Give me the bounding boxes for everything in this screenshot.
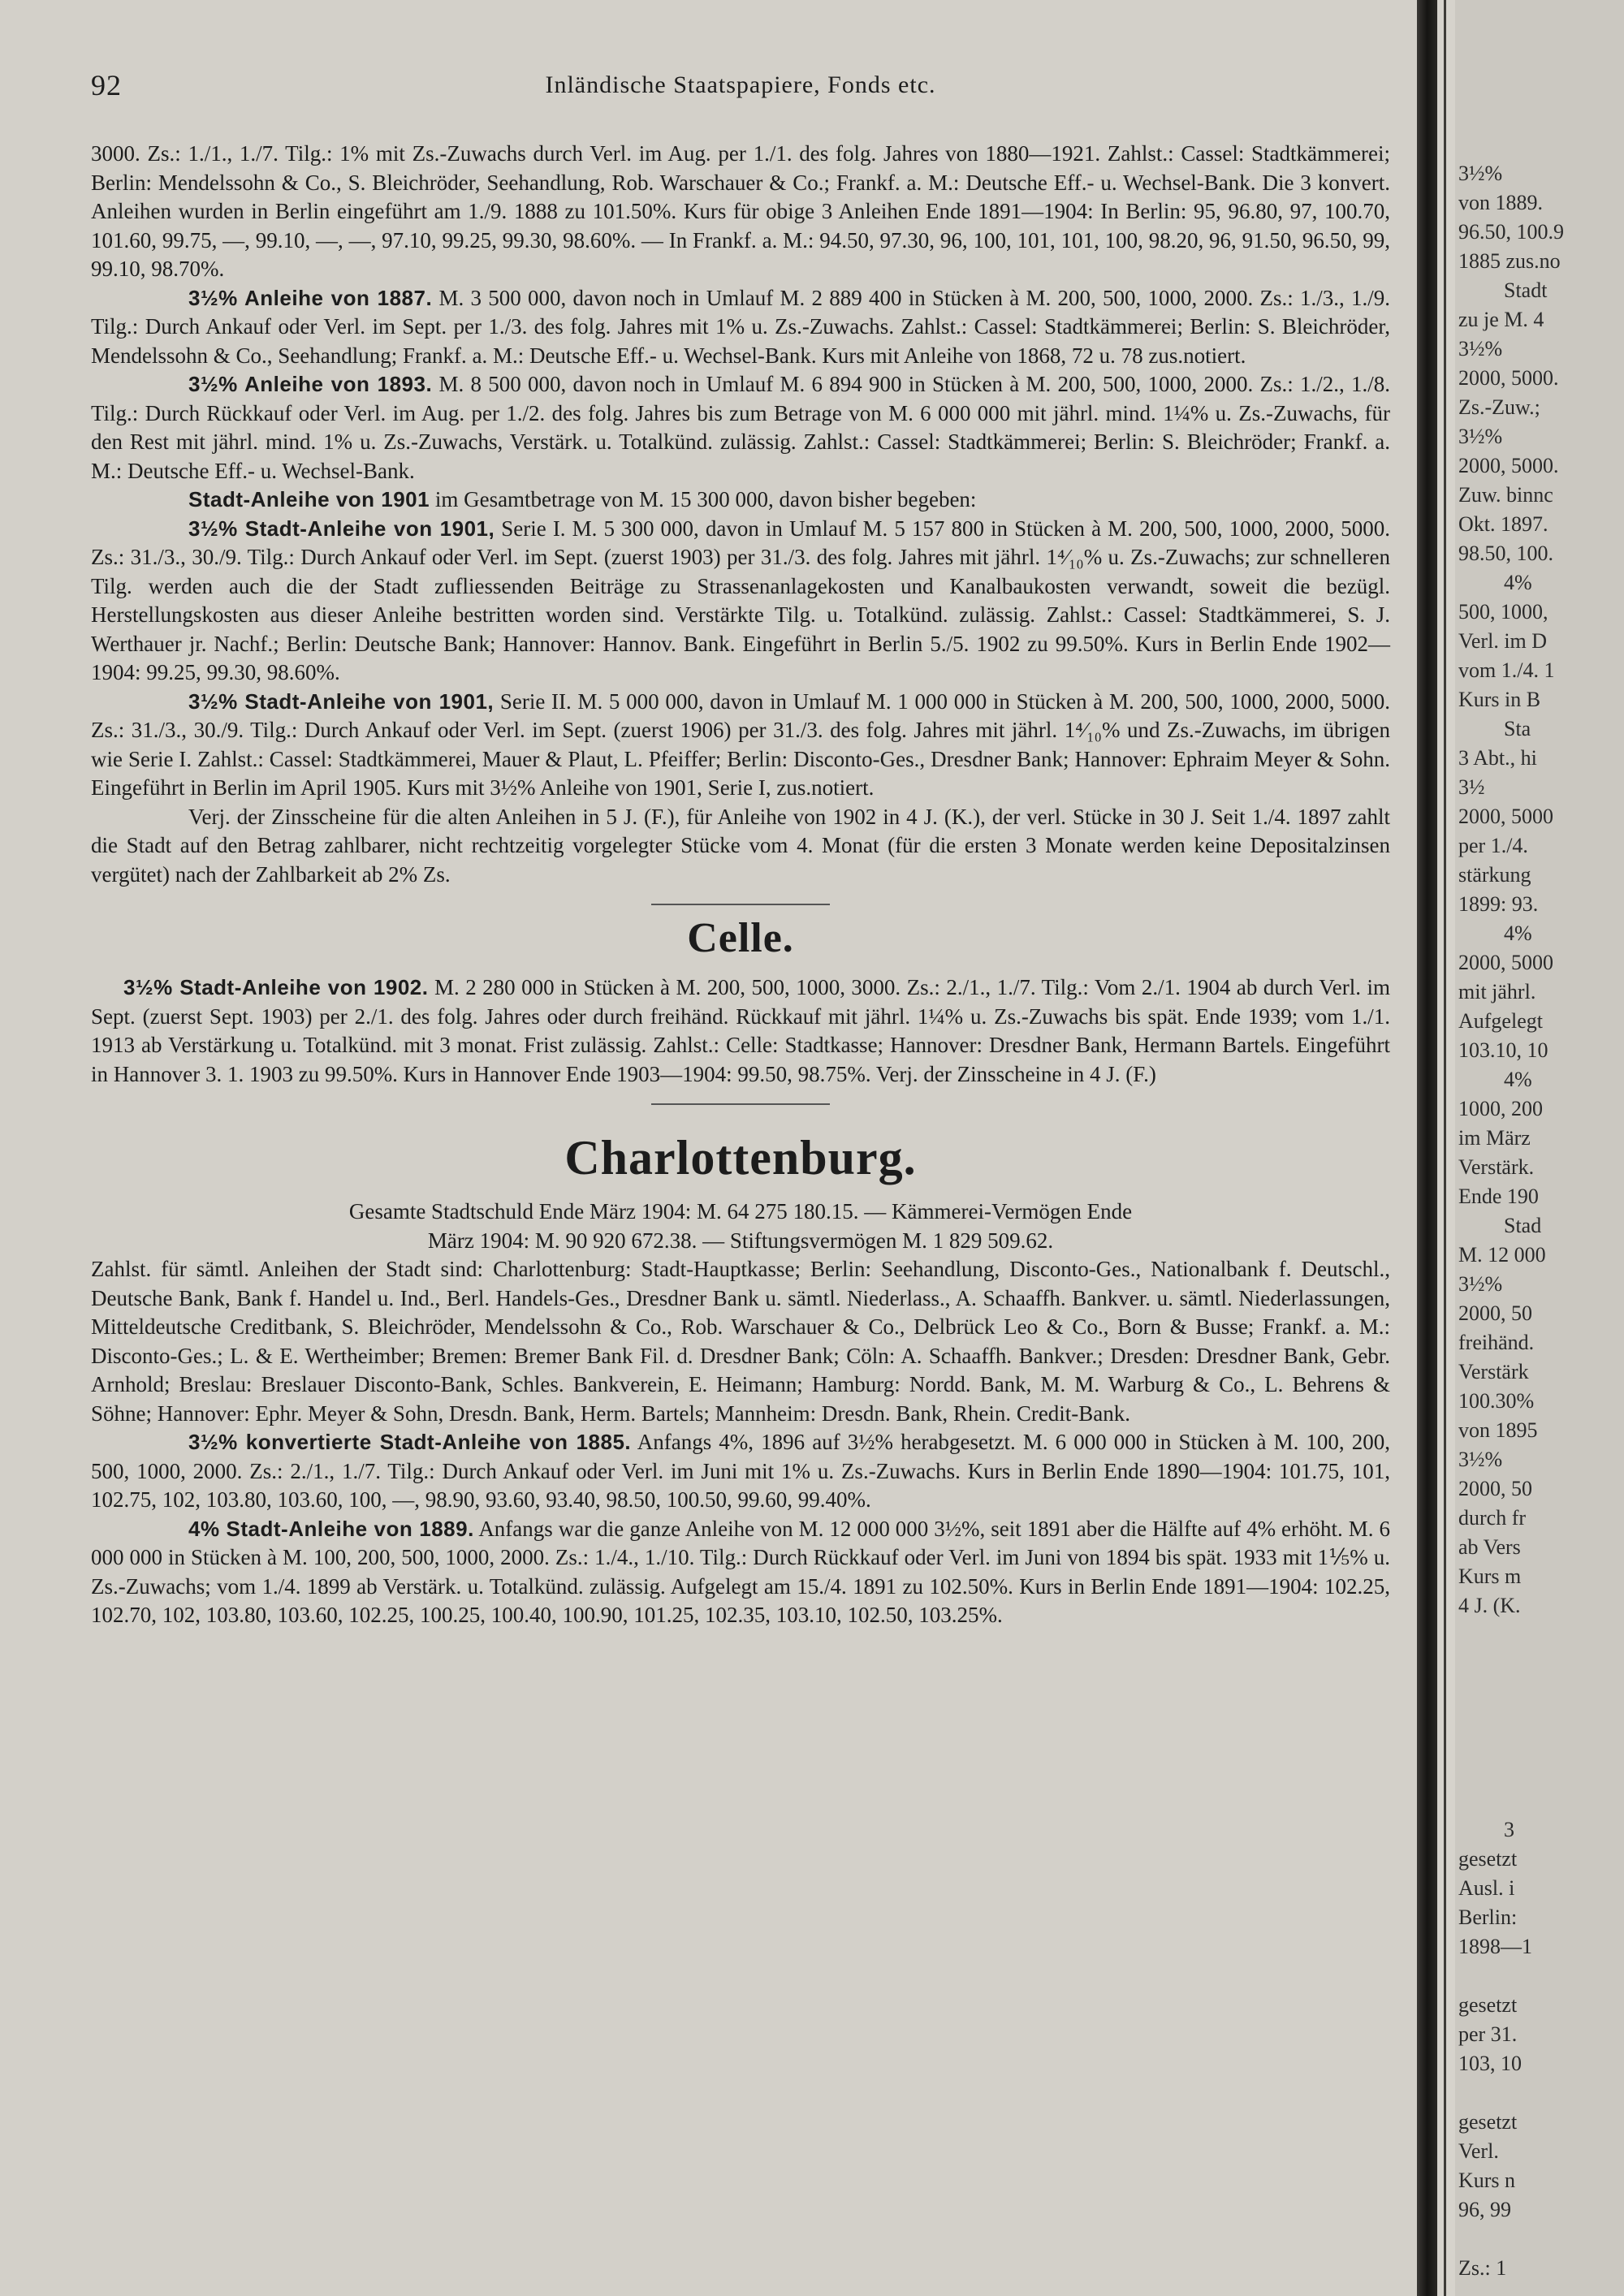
loan-heading: 3½% Stadt-Anleihe von 1902. xyxy=(123,975,429,999)
next-page-fragment: freihänd. xyxy=(1458,1331,1535,1354)
next-page-fragment: Verl. xyxy=(1458,2139,1499,2163)
loan-text: im Gesamtbetrage von M. 15 300 000, davon bisher begeben: xyxy=(434,487,977,511)
next-page-fragment: 3 xyxy=(1504,1818,1514,1841)
loan-text: Serie II. M. 5 000 000, davon in Umlauf M. 1 000 000 in Stücken à M. 200, 500, 1000, 2000, 5000. Zs.: 31./3., 30./9. Tilg.: Durch Ankauf oder Verl. im Sept. (zuerst 1906) per 31./3. des folg. Jahres mit jährl. 1⁴⁄₁₀% und Zs.-Zuwachs, im übrigen wie Serie I. Zahlst.: Cassel: Stadtkämmerei, Mauer & Plaut, L. Pfeiffer; Berlin: Disconto-Ges., Dresdner Bank; Hannover: Ephraim Meyer & Sohn. Eingeführt in Berlin im April 1905. Kurs mit 3½% Anleihe von 1901, Serie I, zus.notiert. xyxy=(91,688,1390,800)
next-page-edge xyxy=(1455,0,1624,2296)
next-page-fragment: 3½% xyxy=(1458,1448,1503,1471)
charlottenburg-loan-1889 xyxy=(91,1515,1390,1630)
next-page-fragment: 3½ xyxy=(1458,775,1485,799)
next-page-fragment: 2000, 5000. xyxy=(1458,366,1559,390)
next-page-fragment: Verstärk. xyxy=(1458,1155,1535,1179)
next-page-fragment: 2000, 50 xyxy=(1458,1477,1532,1500)
loan-text: M. 8 500 000, davon noch in Umlauf M. 6 894 900 in Stücken à M. 200, 500, 1000, 2000. Zs.: 1./2., 1./8. Tilg.: Durch Rückkauf oder Verl. im Aug. per 1./2. des folg. Jahres bis zum Betrage von M. 6 000 000 mit jährl. mind. 1¼% u. Zs.-Zuwachs, für den Rest mit jährl. mind. 1% u. Zs.-Zuwachs, Verstärk. u. Totalkünd. zulässig. Zahlst.: Cassel: Stadtkämmerei; Berlin: S. Bleichröder; Frankf. a. M.: Deutsche Eff.- u. Wechsel-Bank. xyxy=(91,372,1391,483)
loan-heading: 3½% Stadt-Anleihe von 1901, xyxy=(188,516,495,541)
next-page-fragment: Zuw. binnc xyxy=(1458,483,1553,507)
next-page-fragment: 4% xyxy=(1504,921,1532,945)
next-page-fragment: 100.30% xyxy=(1458,1389,1535,1413)
loan-heading: 4% Stadt-Anleihe von 1889. xyxy=(188,1516,474,1541)
next-page-fragment: Kurs in B xyxy=(1458,688,1541,711)
next-page-fragment: Zs.: 1 xyxy=(1458,2256,1507,2280)
loan-text: Anfangs 4%, 1896 auf 3½% herabgesetzt. M. 6 000 000 in Stücken à M. 100, 200, 500, 1000, 2000. Zs.: 2./1., 1./7. Tilg.: Durch Ankauf oder Verl. im Juni mit 1% u. Zs.-Zuwachs. Kurs in Berlin Ende 1890—1904: 101.75, 101, 102.75, 102, 103.80, 103.60, 100, —, 98.90, 93.60, 93.40, 98.50, 100.50, 99.60, 99.40%. xyxy=(91,1430,1390,1512)
charlottenburg-summary-line-1: Gesamte Stadtschuld Ende März 1904: M. 64 275 180.15. — Kämmerei-Vermögen Ende xyxy=(348,1199,1133,1224)
gutter-edge xyxy=(1444,0,1446,2296)
next-page-fragment: 2000, 5000. xyxy=(1458,454,1559,477)
next-page-fragment: 4% xyxy=(1504,1068,1532,1091)
next-page-fragment: zu je M. 4 xyxy=(1458,308,1544,331)
next-page-fragment: 4% xyxy=(1504,571,1532,594)
next-page-fragment: 98.50, 100. xyxy=(1458,542,1553,565)
charlottenburg-summary-line-2: März 1904: M. 90 920 672.38. — Stiftungsvermögen M. 1 829 509.62. xyxy=(427,1228,1054,1253)
section-title-celle: Celle. xyxy=(687,915,794,961)
loan-text: M. 2 280 000 in Stücken à M. 200, 500, 1000, 3000. Zs.: 2./1., 1./7. Tilg.: Vom 2./1. 1904 ab durch Verl. im Sept. (zuerst Sept. 1903) per 2./1. des folg. Jahres oder durch freihänd. Rückkauf mit jährl. 1¼% u. Zs.-Zuwachs bis spät. Ende 1939; vom 1./1. 1913 ab Verstärkung u. Totalkünd. mit 3 monat. Frist zulässig. Zahlst.: Celle: Stadtkasse; Hannover: Dresdner Bank, Hermann Bartels. Eingeführt in Hannover 3. 1. 1903 zu 99.50%. Kurs in Hannover Ende 1903—1904: 99.50, 98.75%. Verj. der Zinsscheine in 4 J. (F.) xyxy=(91,975,1390,1086)
page-number: 92 xyxy=(91,69,122,101)
cassel-paragraph-1: 3000. Zs.: 1./1., 1./7. Tilg.: 1% mit Zs.-Zuwachs durch Verl. im Aug. per 1./1. des folg. Jahres von 1880—1921. Zahlst.: Cassel: Stadtkämmerei; Berlin: Mendelssohn & Co., S. Bleichröder, Seehandlung, Rob. Warschauer & Co.; Frankf. a. M.: Deutsche Eff.- u. Wechsel-Bank. Die 3 konvert. Anleihen wurden in Berlin eingeführt am 1./9. 1888 zu 101.50%. Kurs für obige 3 Anleihen Ende 1891—1904: In Berlin: 95, 96.80, 97, 100.70, 101.60, 99.75, —, 99.10, —, —, 97.10, 99.25, 99.30, 98.60%. — In Frankf. a. M.: 94.50, 97.30, 96, 100, 101, 101, 100, 98.20, 96, 91.50, 96.50, 99, 99.10, 98.70%. xyxy=(91,141,1390,281)
next-page-fragment: Stadt xyxy=(1504,278,1548,302)
charlottenburg-loan-1885 xyxy=(91,1428,1390,1515)
next-page-fragment: 3½% xyxy=(1458,162,1503,185)
next-page-fragment: 96.50, 100.9 xyxy=(1458,220,1564,244)
next-page-fragment: 3½% xyxy=(1458,425,1503,448)
next-page-fragment: 3 Abt., hi xyxy=(1458,746,1537,770)
cassel-loan-1901-serie-2 xyxy=(91,688,1390,803)
next-page-fragment: 3½% xyxy=(1458,1272,1503,1296)
next-page-fragment: durch fr xyxy=(1458,1506,1527,1530)
next-page-fragment: 2000, 5000 xyxy=(1458,805,1553,828)
next-page-fragment: Okt. 1897. xyxy=(1458,512,1548,536)
next-page-fragment: gesetzt xyxy=(1458,1847,1518,1871)
cassel-verjaehrung: Verj. der Zinsscheine für die alten Anleihen in 5 J. (F.), für Anleihe von 1902 in 4 J. (K.), der verl. Stücke in 30 J. Seit 1./4. 1897 zahlt die Stadt auf den Betrag zahlbarer, nicht rechtzeitig vorgelegter Stücke vom 4. Monat (für die ersten 3 Monate werden keine Depositalzinsen vergütet) nach der Zahlbarkeit ab 2% Zs. xyxy=(91,804,1390,887)
section-title-charlottenburg: Charlottenburg. xyxy=(564,1131,917,1185)
loan-heading: Stadt-Anleihe von 1901 xyxy=(188,487,430,511)
next-page-fragment: Ausl. i xyxy=(1458,1876,1515,1900)
next-page-fragment: 500, 1000, xyxy=(1458,600,1548,624)
next-page-fragment: 96, 99 xyxy=(1458,2198,1511,2221)
loan-text: Anfangs war die ganze Anleihe von M. 12 000 000 3½%, seit 1891 aber die Hälfte auf 4% erhöht. M. 6 000 000 in Stücken à M. 100, 200, 500, 1000, 2000. Zs.: 1./4., 1./10. Tilg.: Durch Rückkauf oder Verl. im Juni von 1894 bis spät. 1933 mit 1⅕% u. Zs.-Zuwachs; vom 1./4. 1899 ab Verstärk. u. Totalkünd. zulässig. Aufgelegt am 15./4. 1891 zu 102.50%. Kurs in Berlin Ende 1891—1904: 102.25, 102.70, 102, 103.80, 103.60, 102.25, 100.25, 100.40, 100.90, 101.25, 102.35, 103.10, 102.50, 103.25%. xyxy=(91,1516,1390,1627)
next-page-fragment: Verl. im D xyxy=(1458,629,1548,653)
next-page-fragment: Kurs m xyxy=(1458,1564,1522,1588)
loan-heading: 3½% Stadt-Anleihe von 1901, xyxy=(188,688,495,714)
next-page-fragment: 103, 10 xyxy=(1458,2052,1522,2075)
next-page-fragment: Verstärk xyxy=(1458,1360,1529,1383)
celle-loan-1902 xyxy=(91,973,1390,1089)
next-page-fragment: M. 12 000 xyxy=(1458,1243,1546,1267)
next-page-fragment: 1885 zus.no xyxy=(1458,249,1561,273)
running-title: Inländische Staatspapiere, Fonds etc. xyxy=(545,71,936,98)
next-page-fragment: Berlin: xyxy=(1458,1905,1518,1929)
next-page-fragment: Zs.-Zuw.; xyxy=(1458,395,1540,419)
next-page-fragment: 1899: 93. xyxy=(1458,892,1539,916)
next-page-fragment: 4 J. (K. xyxy=(1458,1594,1521,1617)
next-page-fragment: per 31. xyxy=(1458,2022,1518,2046)
cassel-loan-1901 xyxy=(91,486,1390,515)
cassel-loan-1887 xyxy=(91,284,1390,371)
next-page-fragment: 3½% xyxy=(1458,337,1503,360)
next-page-fragment: 2000, 5000 xyxy=(1458,951,1553,974)
loan-heading: 3½% Anleihe von 1887. xyxy=(188,285,433,310)
next-page-fragment: Sta xyxy=(1504,717,1531,740)
next-page-fragment: ab Vers xyxy=(1458,1535,1521,1559)
book-gutter xyxy=(1417,0,1437,2296)
next-page-fragment: Aufgelegt xyxy=(1458,1009,1543,1033)
section-divider xyxy=(651,1103,830,1105)
cassel-loan-1893 xyxy=(91,370,1390,486)
text-column xyxy=(91,140,1390,1630)
next-page-fragment: 103.10, 10 xyxy=(1458,1038,1548,1062)
next-page-fragment: Stad xyxy=(1504,1214,1542,1237)
next-page-fragment: per 1./4. xyxy=(1458,834,1528,857)
next-page-fragment: gesetzt xyxy=(1458,2110,1518,2134)
next-page-fragment: Kurs n xyxy=(1458,2169,1516,2192)
cassel-loan-1901-serie-1 xyxy=(91,515,1390,688)
section-divider xyxy=(651,904,830,905)
page-header xyxy=(91,68,1390,114)
next-page-fragment: von 1895 xyxy=(1458,1418,1538,1442)
next-page-fragment: vom 1./4. 1 xyxy=(1458,658,1555,682)
loan-heading: 3½% Anleihe von 1893. xyxy=(188,372,433,396)
loan-text: M. 3 500 000, davon noch in Umlauf M. 2 889 400 in Stücken à M. 200, 500, 1000, 2000. Zs.: 1./3., 1./9. Tilg.: Durch Ankauf oder Verl. im Sept. per 1./3. des folg. Jahres mit 1% u. Zs.-Zuwachs. Zahlst.: Cassel: Stadtkämmerei; Berlin: S. Bleichröder, Mendelssohn & Co., Seehandlung; Frankf. a. M.: Deutsche Eff.- u. Wechsel-Bank. Kurs mit Anleihe von 1868, 72 u. 78 zus.notiert. xyxy=(91,285,1391,368)
next-page-fragment: stärkung xyxy=(1458,863,1531,887)
next-page-fragment: im März xyxy=(1458,1126,1531,1150)
next-page-fragment: von 1889. xyxy=(1458,191,1543,214)
charlottenburg-paying-agents: Zahlst. für sämtl. Anleihen der Stadt sind: Charlottenburg: Stadt-Hauptkasse; Berlin: Seehandlung, Disconto-Ges., Nationalbank f. Deutschl., Deutsche Bank, Bank f. Handel u. Ind., Berl. Handels-Ges., Dresdner Bank u. sämtl. Niederlass., A. Schaaffh. Bankver. u. sämtl. Niederlassungen, Mitteldeutsche Creditbank, S. Bleichröder, Mendelssohn & Co., Rob. Warschauer & Co., Delbrück Leo & Co., Born & Busse; Frankf. a. M.: Disconto-Ges.; L. & E. Wertheimber; Bremen: Bremer Bank Fil. d. Dresdner Bank; Cöln: A. Schaaffh. Bankver.; Dresden: Dresdner Bank, Gebr. Arnhold; Breslau: Breslauer Disconto-Bank, Schles. Bankverein, E. Heimann; Hamburg: Nordd. Bank, M. M. Warburg & Co., L. Behrens & Söhne; Hannover: Ephr. Meyer & Sohn, Dresdn. Bank, Herm. Bartels; Mannheim: Dresdn. Bank, Rhein. Credit-Bank. xyxy=(91,1257,1390,1426)
next-page-fragment: 2000, 50 xyxy=(1458,1301,1532,1325)
loan-text: Serie I. M. 5 300 000, davon in Umlauf M. 5 157 800 in Stücken à M. 200, 500, 1000, 2000, 5000. Zs.: 31./3., 30./9. Tilg.: Durch Ankauf oder Verl. im Sept. (zuerst 1903) per 31./3. des folg. Jahres mit jährl. 1⁴⁄₁₀% u. Zs.-Zuwachs; zur schnelleren Tilg. werden auch die der Stadt zufliessenden Beiträge zu Strassenanlagekosten und Kanalbaukosten verwandt, soweit die bezügl. Herstellungskosten aus dieser Anleihe bestritten worden sind. Verstärkte Tilg. u. Totalkünd. zulässig. Zahlst.: Cassel: Stadtkämmerei, S. J. Werthauer jr. Nachf.; Berlin: Deutsche Bank; Hannover: Hannov. Bank. Eingeführt in Berlin 5./5. 1902 zu 99.50%. Kurs in Berlin Ende 1902—1904: 99.25, 99.30, 98.60%. xyxy=(91,516,1390,684)
next-page-fragment: gesetzt xyxy=(1458,1993,1518,2017)
next-page-fragment: Ende 190 xyxy=(1458,1185,1539,1208)
next-page-fragment: mit jährl. xyxy=(1458,980,1536,1003)
loan-heading: 3½% konvertierte Stadt-Anleihe von 1885. xyxy=(188,1430,632,1454)
next-page-fragment: 1000, 200 xyxy=(1458,1097,1543,1120)
next-page-fragment: 1898—1 xyxy=(1458,1935,1532,1958)
